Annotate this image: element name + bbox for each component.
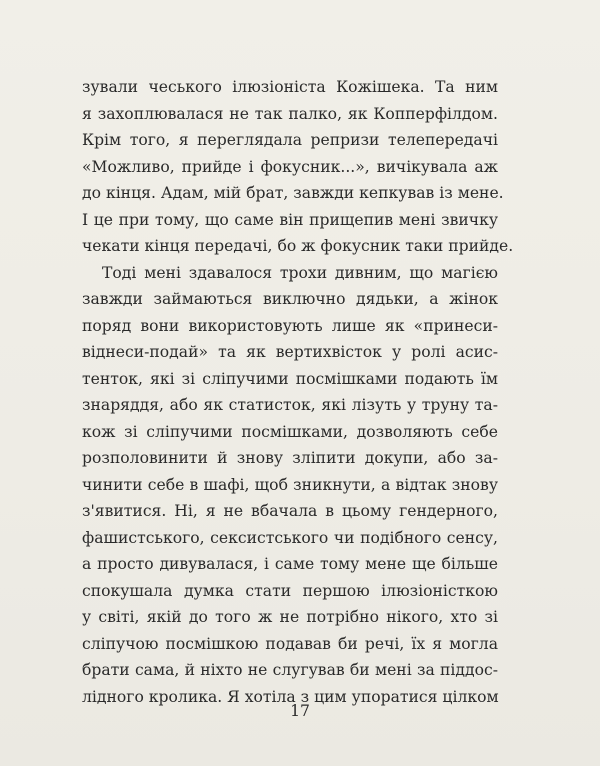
text-line: розполовинити й знову зліпити докупи, або за- [82,449,498,467]
text-line: лідного кролика. Я хотіла з цим упоратися цілком [82,687,499,706]
body-text [82,74,514,710]
text-line: віднеси-подай» та як вертихвісток у ролі асис- [82,343,498,361]
text-line: чекати кінця передачі, бо ж фокусник таки прийде. [82,237,514,255]
text-line: а просто дивувалася, і саме тому мене ще більше [82,555,498,573]
text-line: я захоплювалася не так палко, як Копперфілдом. [82,104,498,123]
text-line: завжди займаються виключно дядьки, а жінок [82,290,498,308]
text-line: кож зі сліпучими посмішками, дозволяють себе [82,422,498,441]
text-line: тенток, які зі сліпучими посмішками подають їм [82,369,498,388]
text-line: брати сама, й ніхто не слугував би мені за піддос- [82,661,498,679]
text-line: поряд вони використовують лише як «принеси- [82,316,498,335]
text-line: зували чеського ілюзіоніста Кожішека. Та ним [82,78,498,96]
text-line: фашистського, сексистського чи подібного сенсу, [82,528,498,547]
page-number: 17 [290,702,310,720]
text-line: знаряддя, або як статисток, які лізуть у труну та- [82,396,498,414]
text-line: до кінця. Адам, мій брат, завжди кепкував із мене. [82,184,504,202]
text-line: з'явитися. Ні, я не вбачала в цьому гендерного, [82,502,498,520]
text-line: «Можливо, прийде і фокусник...», вичікувала аж [82,157,498,176]
text-line: Крім того, я переглядала репризи телепередачі [82,131,498,149]
text-line: чинити себе в шафі, щоб зникнути, а відтак знову [82,475,498,494]
text-line: І це при тому, що саме він прищепив мені звичку [82,210,498,229]
text-line: у світі, якій до того ж не потрібно нікого, хто зі [82,608,498,626]
text-line: сліпучою посмішкою подавав би речі, їх я могла [82,634,498,653]
text-line: спокушала думка стати першою ілюзіоністкою [82,581,498,600]
text-line: Тоді мені здавалося трохи дивним, що магією [102,263,498,282]
